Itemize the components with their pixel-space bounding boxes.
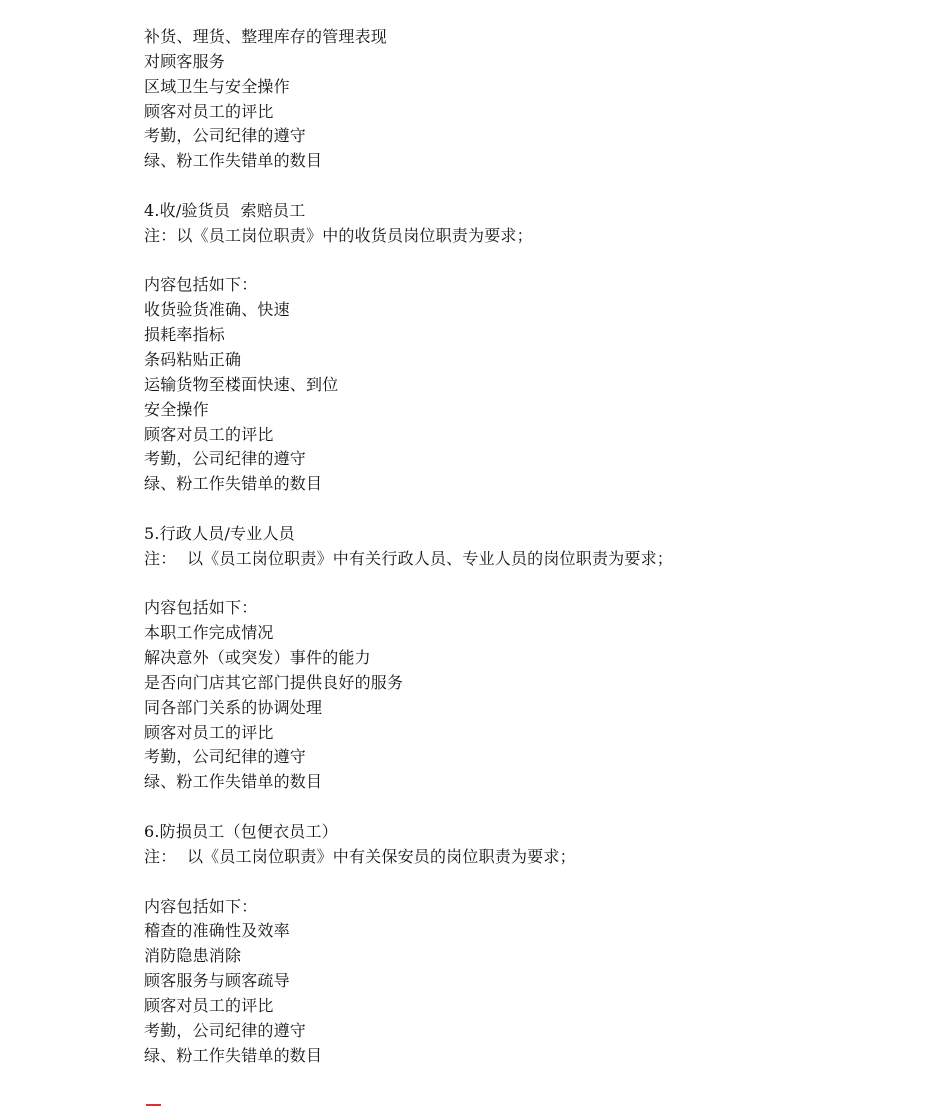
list-item: 顾客服务与顾客疏导 (144, 971, 290, 991)
list-item: 绿、粉工作失错单的数目 (144, 772, 323, 792)
list-item: 考勤，公司纪律的遵守 (144, 126, 307, 146)
section-heading: 5.行政人员/专业人员 (144, 523, 295, 543)
list-item: 绿、粉工作失错单的数目 (144, 474, 323, 494)
list-item: 顾客对员工的评比 (144, 424, 274, 444)
list-item: 顾客对员工的评比 (144, 722, 274, 742)
document-body (144, 25, 864, 1068)
list-item: 同各部门关系的协调处理 (144, 697, 323, 717)
list-item: 稽查的准确性及效率 (144, 921, 290, 941)
list-item: 顾客对员工的评比 (144, 995, 274, 1015)
section-note: 注： 以《员工岗位职责》中有关保安员的岗位职责为要求； (144, 846, 576, 866)
list-item: 本职工作完成情况 (144, 623, 274, 643)
list-item: 是否向门店其它部门提供良好的服务 (144, 672, 404, 692)
section-note: 注： 以《员工岗位职责》中有关行政人员、专业人员的岗位职责为要求； (144, 548, 673, 568)
list-item: 运输货物至楼面快速、到位 (144, 374, 339, 394)
list-item: 绿、粉工作失错单的数目 (144, 151, 323, 171)
section-admin (144, 522, 864, 795)
section-note: 注：以《员工岗位职责》中的收货员岗位职责为要求； (144, 225, 533, 245)
content-label: 内容包括如下： (144, 598, 258, 618)
list-item: 条码粘贴正确 (144, 349, 242, 369)
blank-line (144, 795, 864, 820)
list-item: 消防隐患消除 (144, 946, 242, 966)
section-heading: 4.收/验货员 索赔员工 (144, 200, 306, 220)
content-label: 内容包括如下： (144, 275, 258, 295)
list-item: 顾客对员工的评比 (144, 101, 274, 121)
list-item: 对顾客服务 (144, 51, 226, 71)
blank-line (144, 249, 864, 274)
content-label: 内容包括如下： (144, 896, 258, 916)
section-heading: 6.防损员工（包便衣员工） (144, 822, 338, 841)
list-item: 收货验货准确、快速 (144, 300, 290, 320)
intro-list (144, 25, 864, 174)
blank-line (144, 174, 864, 199)
list-item: 考勤，公司纪律的遵守 (144, 747, 307, 767)
blank-line (144, 572, 864, 597)
blank-line (144, 870, 864, 895)
list-item: 损耗率指标 (144, 325, 226, 345)
section-loss-prevention (144, 820, 864, 1068)
list-item: 区域卫生与安全操作 (144, 76, 290, 96)
list-item: 补货、理货、整理库存的管理表现 (144, 27, 388, 46)
list-item: 安全操作 (144, 399, 209, 419)
list-item: 绿、粉工作失错单的数目 (144, 1045, 323, 1065)
list-item: 解决意外（或突发）事件的能力 (144, 648, 371, 668)
section-receiving (144, 199, 864, 497)
list-item: 考勤，公司纪律的遵守 (144, 449, 307, 469)
red-underline-mark (146, 1104, 161, 1106)
list-item: 考勤，公司纪律的遵守 (144, 1020, 307, 1040)
blank-line (144, 497, 864, 522)
